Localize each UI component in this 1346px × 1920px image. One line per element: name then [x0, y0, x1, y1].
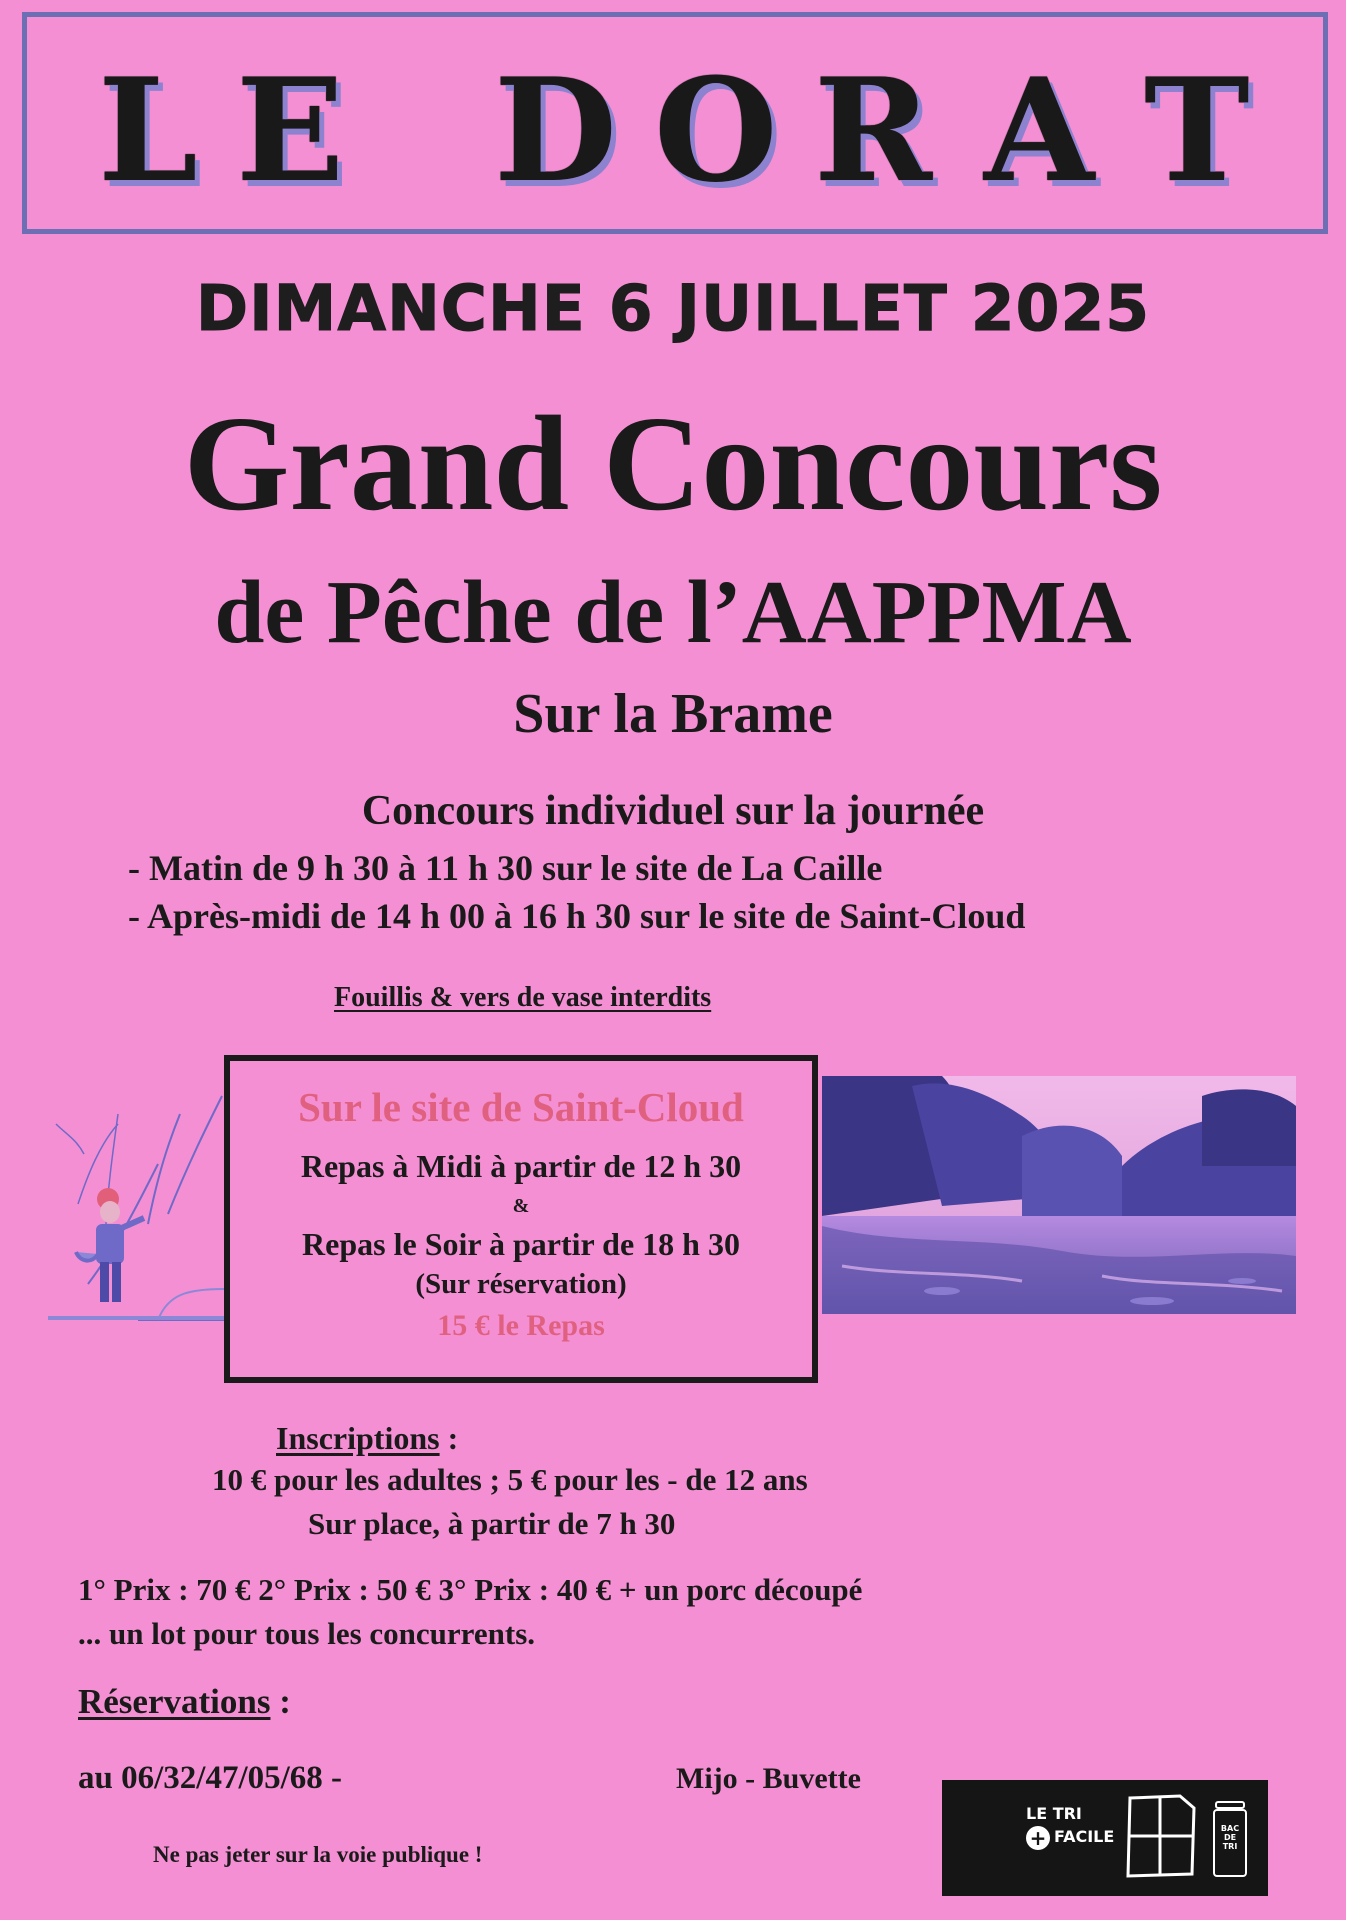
- title-letter: L: [98, 48, 198, 214]
- title-letter: D: [494, 48, 618, 214]
- litter-notice: Ne pas jeter sur la voie publique !: [153, 1842, 483, 1867]
- schedule-afternoon: - Après-midi de 14 h 00 à 16 h 30 sur le site de Saint-Cloud: [128, 896, 1026, 936]
- registration-heading-colon: :: [439, 1420, 459, 1456]
- meal-info-box: [224, 1055, 818, 1383]
- forbidden-baits: Fouillis & vers de vase interdits: [334, 982, 712, 1013]
- reservation-phone: au 06/32/47/05/68 -: [78, 1760, 343, 1796]
- event-title: Grand Concours: [183, 389, 1163, 539]
- title-letter: A: [984, 48, 1095, 214]
- registration-heading: [276, 1420, 458, 1457]
- title-letter: R: [814, 48, 933, 214]
- registration-fees: 10 € pour les adultes ; 5 € pour les - de 12 ans: [212, 1462, 808, 1497]
- reservations-heading-label: Réservations: [78, 1682, 271, 1721]
- plus-icon: +: [1026, 1826, 1050, 1850]
- fisherman-illustration: [48, 1084, 224, 1324]
- recycling-logo-line2-text: FACILE: [1054, 1827, 1115, 1847]
- river-landscape-photo: [822, 1076, 1296, 1314]
- prizes-all-participants: ... un lot pour tous les concurrents.: [78, 1616, 536, 1651]
- title-letter: O: [654, 48, 778, 214]
- event-date: DIMANCHE 6 JUILLET 2025: [195, 272, 1151, 345]
- reservations-heading: [78, 1682, 291, 1722]
- recycling-logo-text: [1026, 1802, 1114, 1850]
- bin-label-line: BAC: [1220, 1824, 1240, 1833]
- title-letter: T: [1144, 48, 1250, 214]
- title-letter: E: [236, 48, 345, 214]
- bin-label-line: DE: [1223, 1833, 1237, 1843]
- bin-label-line: TRI: [1222, 1842, 1238, 1852]
- meal-price: 15 € le Repas: [437, 1309, 605, 1342]
- meal-lunch: Repas à Midi à partir de 12 h 30: [300, 1148, 742, 1184]
- prizes-list: 1° Prix : 70 € 2° Prix : 50 € 3° Prix : 40 € + un porc découpé: [78, 1572, 863, 1607]
- event-subtitle: de Pêche de l’AAPPMA: [214, 563, 1132, 662]
- meal-dinner: Repas le Soir à partir de 18 h 30: [302, 1226, 740, 1262]
- reservations-heading-colon: :: [270, 1682, 291, 1721]
- bin-label: [1212, 1824, 1248, 1852]
- reservation-contact: Mijo - Buvette: [676, 1762, 861, 1795]
- schedule-heading: Concours individuel sur la journée: [361, 788, 985, 834]
- recycling-logo-line2: [1026, 1825, 1114, 1850]
- meal-reservation-note: (Sur réservation): [415, 1268, 627, 1300]
- schedule-morning: - Matin de 9 h 30 à 11 h 30 sur le site de La Caille: [128, 848, 883, 888]
- meal-ampersand: &: [512, 1195, 530, 1217]
- registration-heading-label: Inscriptions: [276, 1420, 440, 1456]
- event-location: Sur la Brame: [513, 683, 833, 745]
- registration-onsite: Sur place, à partir de 7 h 30: [308, 1506, 676, 1541]
- recycling-logo-line1: LE TRI: [1026, 1804, 1082, 1823]
- recycling-logo: [942, 1780, 1268, 1896]
- paper-icon: [1124, 1794, 1198, 1878]
- meal-site-heading: Sur le site de Saint-Cloud: [298, 1084, 744, 1130]
